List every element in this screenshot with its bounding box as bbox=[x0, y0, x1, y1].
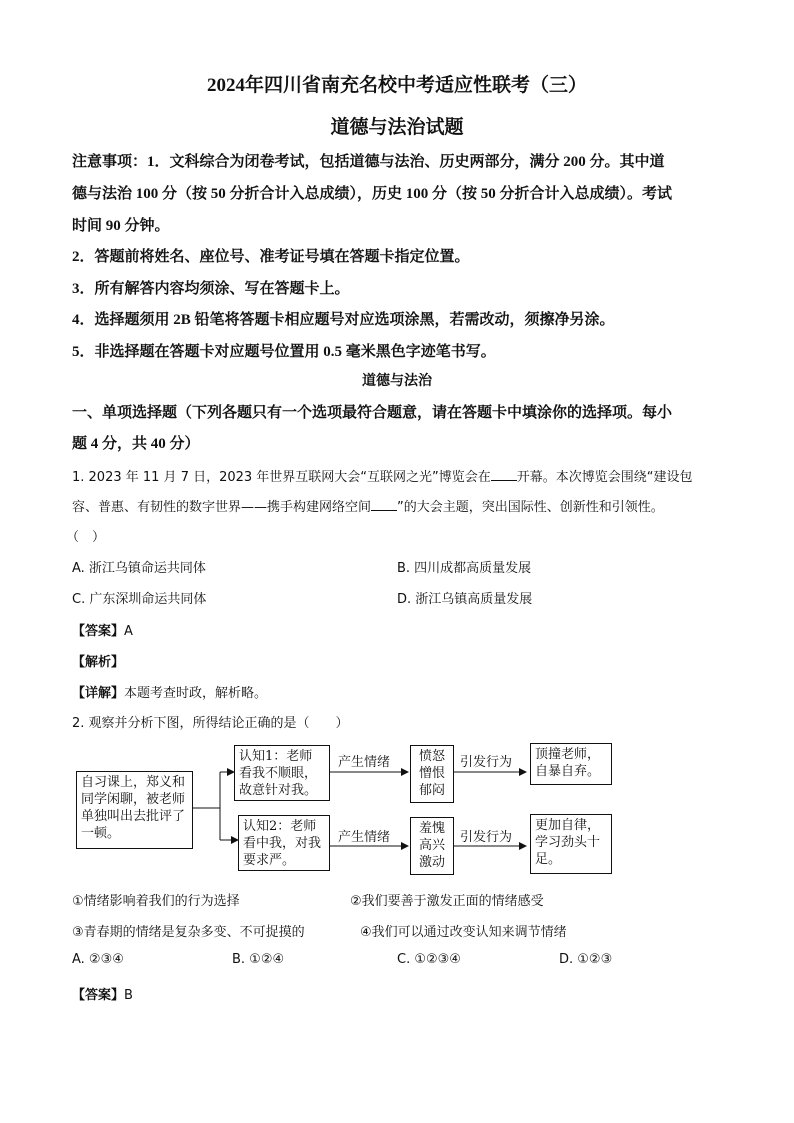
notes-line-3: 时间 90 分钟。 bbox=[72, 218, 170, 234]
diagram-emotion-label-1: 产生情绪 bbox=[338, 755, 391, 770]
q1-option-d: D. 浙江乌镇高质量发展 bbox=[397, 592, 533, 607]
q1-stem-part: 开幕。本次博览会围绕“建设包 bbox=[516, 470, 693, 485]
detail-text: 本题考查时政，解析略。 bbox=[124, 686, 268, 701]
q1-option-a: A. 浙江乌镇命运共同体 bbox=[72, 561, 206, 576]
diagram-behavior-label-1: 引发行为 bbox=[460, 755, 513, 770]
q1-option-c: C. 广东深圳命运共同体 bbox=[72, 592, 207, 607]
analysis-tag: 【解析】 bbox=[72, 655, 125, 670]
q2-statement-3: ③青春期的情绪是复杂多变、不可捉摸的 bbox=[72, 925, 305, 940]
exam-subtitle: 道德与法治试题 bbox=[330, 117, 464, 138]
answer-value: A bbox=[124, 624, 133, 639]
q1-option-b: B. 四川成都高质量发展 bbox=[397, 561, 532, 576]
answer-tag: 【答案】 bbox=[72, 988, 125, 1003]
q2-statement-1: ①情绪影响着我们的行为选择 bbox=[72, 894, 240, 909]
part-heading-line-2: 题 4 分，共 40 分） bbox=[72, 436, 200, 452]
answer-tag: 【答案】 bbox=[72, 624, 125, 639]
diagram-emotion-label-2: 产生情绪 bbox=[338, 830, 391, 845]
q1-answer-paren: （ ） bbox=[66, 530, 106, 545]
q1-stem-part: 1. 2023 年 11 月 7 日，2023 年世界互联网大会“互联网之光”博览会在 bbox=[72, 470, 491, 485]
notes-line-1: 注意事项：1．文科综合为闭卷考试，包括道德与法治、历史两部分，满分 200 分。其中道 bbox=[72, 154, 665, 170]
diagram-emotion-box-2: 羞愧高兴激动 bbox=[410, 817, 454, 875]
diagram-behavior-label-2: 引发行为 bbox=[460, 830, 513, 845]
q2-option-c: C. ①②③④ bbox=[397, 952, 461, 967]
diagram-behavior-box-1: 顶撞老师，自暴自弃。 bbox=[530, 743, 612, 785]
notes-item-4: 4．选择题须用 2B 铅笔将答题卡相应题号对应选项涂黑，若需改动，须擦净另涂。 bbox=[72, 312, 615, 328]
q2-option-b: B. ①②④ bbox=[232, 952, 285, 967]
q2-stem: 2. 观察并分析下图，所得结论正确的是（ ） bbox=[72, 716, 349, 731]
q2-answer bbox=[72, 984, 133, 1003]
q1-stem-part: ”的大会主题，突出国际性、创新性和引领性。 bbox=[397, 500, 664, 515]
q2-option-d: D. ①②③ bbox=[559, 952, 613, 967]
detail-tag: 【详解】 bbox=[72, 686, 125, 701]
part-heading-line-1: 一、单项选择题（下列各题只有一个选项最符合题意，请在答题卡中填涂你的选择项。每小 bbox=[72, 405, 673, 421]
q2-statement-2: ②我们要善于激发正面的情绪感受 bbox=[350, 894, 544, 909]
notes-item-2: 2．答题前将姓名、座位号、准考证号填在答题卡指定位置。 bbox=[72, 249, 470, 265]
notes-item-5: 5．非选择题在答题卡对应题号位置用 0.5 毫米黑色字迹笔书写。 bbox=[72, 344, 496, 360]
q2-option-a: A. ②③④ bbox=[72, 952, 124, 967]
notes-item-3: 3．所有解答内容均须涂、写在答题卡上。 bbox=[72, 281, 350, 297]
q2-statement-4: ④我们可以通过改变认知来调节情绪 bbox=[360, 925, 567, 940]
section-heading: 道德与法治 bbox=[362, 374, 432, 389]
diagram-behavior-box-2: 更加自律，学习劲头十足。 bbox=[530, 814, 612, 874]
exam-title: 2024年四川省南充名校中考适应性联考（三） bbox=[206, 75, 587, 96]
diagram-cognition-2: 认知2：老师看中我，对我要求严。 bbox=[238, 815, 330, 871]
diagram-emotion-box-1: 愤怒憎恨郁闷 bbox=[410, 745, 454, 803]
q1-stem-part: 容、普惠、有韧性的数字世界——携手构建网络空间 bbox=[72, 500, 372, 515]
diagram-start-box: 自习课上，郑义和同学闲聊，被老师单独叫出去批评了一顿。 bbox=[76, 771, 193, 849]
notes-line-2: 德与法治 100 分（按 50 分折合计入总成绩），历史 100 分（按 50 分折合计入总成绩）。考试 bbox=[72, 186, 673, 202]
answer-value: B bbox=[124, 988, 133, 1003]
diagram-cognition-1: 认知1：老师看我不顺眼，故意针对我。 bbox=[234, 745, 330, 801]
